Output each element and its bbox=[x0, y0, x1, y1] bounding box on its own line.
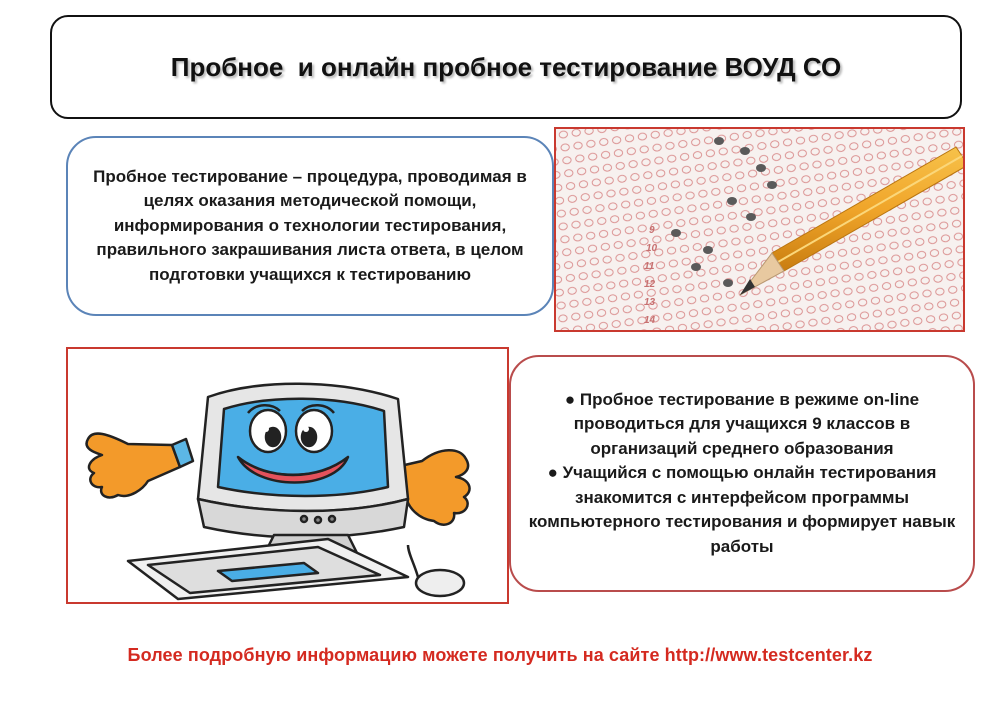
title-banner bbox=[50, 15, 962, 119]
sheet-row-number: 13 bbox=[644, 297, 656, 308]
computer-image bbox=[66, 347, 509, 604]
cartoon-computer-illustration bbox=[68, 349, 507, 602]
footer-info-link[interactable]: Более подробную информацию можете получить на сайте http://www.testcenter.kz bbox=[127, 645, 873, 665]
sheet-row-number: 10 bbox=[646, 243, 658, 254]
answer-sheet-image bbox=[554, 127, 965, 332]
sheet-row-number: 14 bbox=[644, 315, 656, 326]
sheet-row-number: 12 bbox=[644, 279, 656, 290]
online-testing-box bbox=[509, 355, 975, 592]
sheet-row-number: 11 bbox=[644, 261, 655, 272]
online-point-2: ● Учащийся с помощью онлайн тестирования знакомится с интерфейсом программы компьютерного тестирования и формирует навык работы bbox=[528, 463, 956, 556]
online-point-1: ● Пробное тестирование в режиме on-line проводиться для учащихся 9 классов в организаций среднего образования bbox=[564, 389, 920, 458]
answer-sheet-pencil-illustration bbox=[556, 129, 963, 330]
definition-text: Пробное тестирование – процедура, проводимая в целях оказания методической помощи, информирования о технологии тестирования, правильного закрашивания листа ответа, в целом подготовки учащихся к тестированию bbox=[93, 166, 527, 284]
page-title: Пробное и онлайн пробное тестирование ВОУД СО bbox=[170, 51, 842, 82]
online-points bbox=[521, 388, 963, 560]
sheet-row-number: 9 bbox=[649, 225, 655, 236]
definition-box bbox=[66, 136, 554, 316]
